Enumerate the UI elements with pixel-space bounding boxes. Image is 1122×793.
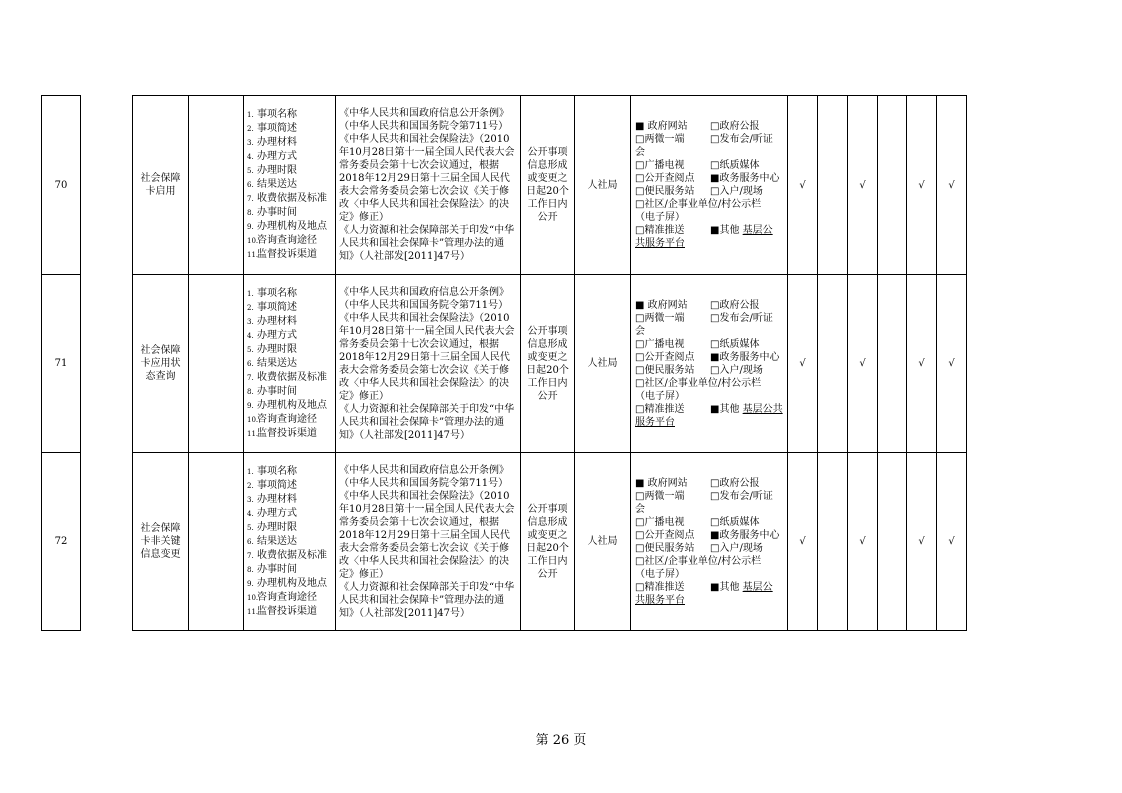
- list-item: [247, 399, 333, 413]
- basis-paragraph: 《中华人民共和国政府信息公开条例》（中华人民共和国国务院令第711号）: [339, 108, 509, 132]
- channel-other-text: 服务平台: [635, 416, 675, 428]
- disclosure-table: [41, 95, 967, 631]
- list-item-text: 收费依据及标准: [257, 371, 327, 383]
- list-item-text: 办理时限: [257, 521, 297, 533]
- list-item-text: 事项名称: [257, 465, 297, 477]
- basis-paragraph: 《中华人民共和国社会保险法》（2010年10月28日第十一届全国人民代表大会常务委员会第十七次会议通过，根据2018年12月29日第十三届全国人民代表大会常务委员会第七次会议《关于修改〈中华人民共和国社会保险法〉的决定》修正）: [339, 312, 515, 402]
- list-item-number: 9.: [247, 401, 254, 410]
- list-item-text: 办理方式: [257, 329, 297, 341]
- list-item-text: 监督投诉渠道: [257, 605, 317, 617]
- list-item: [247, 577, 333, 591]
- row-number: 72: [42, 453, 81, 631]
- legal-basis: [336, 453, 521, 631]
- list-item: [247, 329, 333, 343]
- table-row: [42, 453, 967, 631]
- row-number: 70: [42, 96, 81, 275]
- channel-option: ■其他: [710, 403, 740, 415]
- list-item-number: 5.: [247, 523, 254, 532]
- check-cell: [818, 96, 848, 275]
- legal-basis: [336, 96, 521, 275]
- list-item-number: 6.: [247, 537, 254, 546]
- item-name: 社会保障卡应用状态查询: [133, 275, 189, 453]
- channel-row: [635, 377, 785, 390]
- disclosure-time: 公开事项信息形成或变更之日起20个工作日内公开: [521, 275, 575, 453]
- list-item-number: 8.: [247, 209, 254, 217]
- basis-paragraph: 《人力资源和社会保障部关于印发“中华人民共和国社会保障卡”管理办法的通知》（人社部发[2011]47号）: [339, 581, 515, 619]
- list-item-text: 办理机构及地点: [257, 577, 327, 589]
- list-item-number: 4.: [247, 331, 254, 340]
- channel-row: [635, 338, 785, 351]
- department: 人社局: [575, 275, 631, 453]
- channel-option: □公开查阅点: [635, 529, 695, 541]
- list-item-number: 5.: [247, 167, 254, 175]
- list-item-text: 事项简述: [257, 123, 297, 134]
- channel-option: □公开查阅点: [635, 351, 695, 363]
- channel-option: □两微一端: [635, 490, 685, 502]
- list-item-number: 3.: [247, 139, 254, 147]
- list-item-text: 办事时间: [257, 385, 297, 397]
- empty-cell: [189, 275, 244, 453]
- channel-row: [635, 594, 785, 607]
- list-item-text: 监督投诉渠道: [257, 249, 317, 260]
- disclosure-channels: [631, 275, 788, 453]
- list-item-text: 事项简述: [257, 301, 297, 313]
- check-cell: √: [937, 453, 967, 631]
- list-item: [247, 521, 333, 535]
- list-item: [247, 150, 333, 164]
- channel-option: □发布会/听证: [710, 490, 773, 502]
- list-item-number: 6.: [247, 181, 254, 189]
- channel-option: □社区/企事业单位/村公示栏: [635, 555, 762, 567]
- list-item-number: 2.: [247, 125, 254, 133]
- empty-cell: [189, 96, 244, 275]
- row-number: 71: [42, 275, 81, 453]
- list-item: [247, 178, 333, 192]
- channel-option: □广播电视: [635, 516, 685, 528]
- list-item-text: 办理方式: [257, 151, 297, 162]
- list-item: [247, 385, 333, 399]
- list-item: [247, 591, 333, 605]
- list-item-number: 10.: [247, 593, 259, 602]
- channel-option: ■政务服务中心: [710, 351, 780, 363]
- item-name: 社会保障卡启用: [133, 96, 189, 275]
- channel-row: [635, 351, 785, 364]
- list-item-number: 11.: [247, 251, 259, 259]
- channel-option: ■ 政府网站: [635, 299, 688, 311]
- channel-option: □精准推送: [635, 225, 685, 236]
- channel-option: □政府公报: [710, 121, 760, 132]
- channel-row: [635, 503, 785, 516]
- channel-other-text: 共服务平台: [635, 238, 685, 249]
- list-item-number: 9.: [247, 223, 254, 231]
- basis-paragraph: 《中华人民共和国社会保险法》（2010年10月28日第十一届全国人民代表大会常务委员会第十七次会议通过，根据2018年12月29日第十三届全国人民代表大会常务委员会第七次会议《关于修改〈中华人民共和国社会保险法〉的决定》修正）: [339, 490, 515, 580]
- list-item-text: 办理机构及地点: [257, 399, 327, 411]
- channel-option: ■政务服务中心: [710, 173, 780, 184]
- list-item: [247, 301, 333, 315]
- spacer-cell: [81, 453, 133, 631]
- department: 人社局: [575, 96, 631, 275]
- list-item: [247, 507, 333, 521]
- channel-option: □两微一端: [635, 134, 685, 145]
- list-item-text: 办理材料: [257, 315, 297, 327]
- channel-option: □纸质媒体: [710, 160, 760, 171]
- channel-option: ■ 政府网站: [635, 121, 688, 132]
- channel-row: [635, 211, 785, 224]
- disclosure-time: 公开事项信息形成或变更之日起20个工作日内公开: [521, 96, 575, 275]
- list-item: [247, 535, 333, 549]
- list-item-number: 3.: [247, 495, 254, 504]
- channel-row: [635, 299, 785, 312]
- list-item-text: 事项名称: [257, 109, 297, 120]
- department: 人社局: [575, 453, 631, 631]
- list-item-number: 11.: [247, 429, 259, 438]
- check-cell: √: [788, 275, 818, 453]
- channel-option: □便民服务站: [635, 542, 695, 554]
- check-cell: [878, 275, 907, 453]
- channel-other-text: 共服务平台: [635, 594, 685, 606]
- list-item-number: 6.: [247, 359, 254, 368]
- basis-paragraph: 《中华人民共和国政府信息公开条例》（中华人民共和国国务院令第711号）: [339, 464, 509, 489]
- channel-option: ■ 政府网站: [635, 477, 688, 489]
- list-item-text: 办理时限: [257, 165, 297, 176]
- channel-row: [635, 581, 785, 594]
- disclosure-channels: [631, 453, 788, 631]
- channel-option: □发布会/听证: [710, 134, 773, 145]
- channel-option: □发布会/听证: [710, 312, 773, 324]
- channel-option: □入户/现场: [710, 364, 763, 376]
- check-cell: √: [848, 275, 878, 453]
- channel-row: [635, 542, 785, 555]
- item-name: 社会保障卡非关键信息变更: [133, 453, 189, 631]
- list-item-number: 1.: [247, 111, 254, 119]
- channel-option: □社区/企事业单位/村公示栏: [635, 199, 762, 210]
- list-item-text: 办理时限: [257, 343, 297, 355]
- list-item-number: 4.: [247, 509, 254, 518]
- list-item-text: 收费依据及标准: [257, 193, 327, 204]
- list-item-text: 事项简述: [257, 479, 297, 491]
- basis-paragraph: 《中华人民共和国社会保险法》（2010年10月28日第十一届全国人民代表大会常务委员会第十七次会议通过，根据2018年12月29日第十三届全国人民代表大会常务委员会第七次会议《关于修改〈中华人民共和国社会保险法〉的决定》修正）: [339, 134, 515, 223]
- channel-row: [635, 390, 785, 403]
- check-cell: [818, 453, 848, 631]
- check-cell: √: [848, 96, 878, 275]
- check-cell: [818, 275, 848, 453]
- list-item: [247, 206, 333, 220]
- channel-row: [635, 312, 785, 325]
- table-row: [42, 275, 967, 453]
- channel-option: 会: [635, 325, 645, 337]
- list-item-text: 结果送达: [257, 535, 297, 547]
- channel-row: [635, 555, 785, 568]
- check-cell: √: [788, 453, 818, 631]
- list-item-text: 咨询查询途径: [257, 413, 317, 425]
- list-item-number: 9.: [247, 579, 254, 588]
- list-item: [247, 192, 333, 206]
- list-item: [247, 108, 333, 122]
- channel-other-text: 基层公: [742, 225, 773, 236]
- list-item: [247, 605, 333, 619]
- channel-option: □精准推送: [635, 581, 685, 593]
- channel-row: [635, 364, 785, 377]
- list-item-text: 办理机构及地点: [257, 221, 327, 232]
- channel-option: 会: [635, 147, 645, 158]
- list-item: [247, 465, 333, 479]
- list-item: [247, 136, 333, 150]
- channel-other-text: 基层公共: [742, 403, 783, 415]
- list-item-number: 8.: [247, 387, 254, 396]
- channel-option: □广播电视: [635, 160, 685, 171]
- legal-basis: [336, 275, 521, 453]
- list-item: [247, 234, 333, 248]
- list-item-text: 结果送达: [257, 357, 297, 369]
- list-item-number: 1.: [247, 289, 254, 298]
- channel-row: [635, 237, 785, 250]
- list-item-number: 7.: [247, 373, 254, 382]
- list-item: [247, 220, 333, 234]
- list-item-number: 7.: [247, 195, 254, 203]
- spacer-cell: [81, 96, 133, 275]
- list-item-number: 2.: [247, 481, 254, 490]
- list-item-text: 办理材料: [257, 137, 297, 148]
- channel-row: [635, 133, 785, 146]
- content-list: [244, 96, 336, 275]
- check-cell: √: [907, 96, 937, 275]
- channel-option: ■其他: [710, 581, 740, 593]
- check-cell: [878, 96, 907, 275]
- list-item: [247, 343, 333, 357]
- channel-option: □政府公报: [710, 299, 760, 311]
- list-item-text: 咨询查询途径: [257, 235, 317, 246]
- content-list: [244, 275, 336, 453]
- list-item-number: 8.: [247, 565, 254, 574]
- channel-option: □便民服务站: [635, 364, 695, 376]
- list-item-text: 监督投诉渠道: [257, 427, 317, 439]
- list-item: [247, 248, 333, 262]
- list-item-number: 10.: [247, 415, 259, 424]
- channel-option: ■政务服务中心: [710, 529, 780, 541]
- channel-other-text: 基层公: [742, 581, 773, 593]
- basis-paragraph: 《人力资源和社会保障部关于印发“中华人民共和国社会保障卡”管理办法的通知》（人社部发[2011]47号）: [339, 403, 515, 441]
- check-cell: √: [937, 275, 967, 453]
- channel-option: （电子屏）: [635, 568, 685, 580]
- list-item-text: 办理材料: [257, 493, 297, 505]
- empty-cell: [189, 453, 244, 631]
- list-item: [247, 164, 333, 178]
- channel-row: [635, 325, 785, 338]
- channel-row: [635, 477, 785, 490]
- list-item: [247, 427, 333, 441]
- list-item: [247, 493, 333, 507]
- channel-option: □入户/现场: [710, 186, 763, 197]
- list-item-text: 事项名称: [257, 287, 297, 299]
- channel-row: [635, 172, 785, 185]
- list-item: [247, 371, 333, 385]
- channel-row: [635, 146, 785, 159]
- list-item-number: 11.: [247, 607, 259, 616]
- channel-option: ■其他: [710, 225, 740, 236]
- list-item: [247, 563, 333, 577]
- channel-row: [635, 416, 785, 429]
- channel-option: □社区/企事业单位/村公示栏: [635, 377, 762, 389]
- list-item-number: 10.: [247, 237, 259, 245]
- channel-row: [635, 529, 785, 542]
- list-item: [247, 357, 333, 371]
- list-item: [247, 413, 333, 427]
- list-item: [247, 287, 333, 301]
- channel-option: □纸质媒体: [710, 338, 760, 350]
- list-item-number: 2.: [247, 303, 254, 312]
- channel-row: [635, 490, 785, 503]
- channel-row: [635, 403, 785, 416]
- disclosure-time: 公开事项信息形成或变更之日起20个工作日内公开: [521, 453, 575, 631]
- basis-paragraph: 《人力资源和社会保障部关于印发“中华人民共和国社会保障卡”管理办法的通知》（人社部发[2011]47号）: [339, 225, 515, 262]
- list-item-text: 收费依据及标准: [257, 549, 327, 561]
- channel-row: [635, 120, 785, 133]
- list-item-number: 5.: [247, 345, 254, 354]
- check-cell: √: [907, 453, 937, 631]
- table-row: [42, 96, 967, 275]
- list-item-text: 咨询查询途径: [257, 591, 317, 603]
- list-item: [247, 549, 333, 563]
- list-item-number: 4.: [247, 153, 254, 161]
- channel-option: （电子屏）: [635, 212, 685, 223]
- check-cell: √: [907, 275, 937, 453]
- list-item-number: 3.: [247, 317, 254, 326]
- channel-row: [635, 159, 785, 172]
- check-cell: √: [848, 453, 878, 631]
- channel-row: [635, 198, 785, 211]
- channel-option: □公开查阅点: [635, 173, 695, 184]
- list-item-text: 结果送达: [257, 179, 297, 190]
- channel-option: □纸质媒体: [710, 516, 760, 528]
- list-item-number: 1.: [247, 467, 254, 476]
- channel-row: [635, 224, 785, 237]
- channel-option: □便民服务站: [635, 186, 695, 197]
- check-cell: √: [788, 96, 818, 275]
- basis-paragraph: 《中华人民共和国政府信息公开条例》（中华人民共和国国务院令第711号）: [339, 286, 509, 311]
- channel-option: □精准推送: [635, 403, 685, 415]
- channel-option: 会: [635, 503, 645, 515]
- channel-option: （电子屏）: [635, 390, 685, 402]
- list-item-text: 办事时间: [257, 207, 297, 218]
- disclosure-channels: [631, 96, 788, 275]
- page-number: 第 26 页: [535, 733, 587, 748]
- channel-option: □两微一端: [635, 312, 685, 324]
- check-cell: [878, 453, 907, 631]
- channel-row: [635, 185, 785, 198]
- channel-row: [635, 516, 785, 529]
- list-item: [247, 315, 333, 329]
- channel-option: □入户/现场: [710, 542, 763, 554]
- list-item: [247, 122, 333, 136]
- list-item: [247, 479, 333, 493]
- check-cell: √: [937, 96, 967, 275]
- channel-option: □广播电视: [635, 338, 685, 350]
- list-item-number: 7.: [247, 551, 254, 560]
- channel-option: □政府公报: [710, 477, 760, 489]
- list-item-text: 办理方式: [257, 507, 297, 519]
- content-list: [244, 453, 336, 631]
- list-item-text: 办事时间: [257, 563, 297, 575]
- spacer-cell: [81, 275, 133, 453]
- channel-row: [635, 568, 785, 581]
